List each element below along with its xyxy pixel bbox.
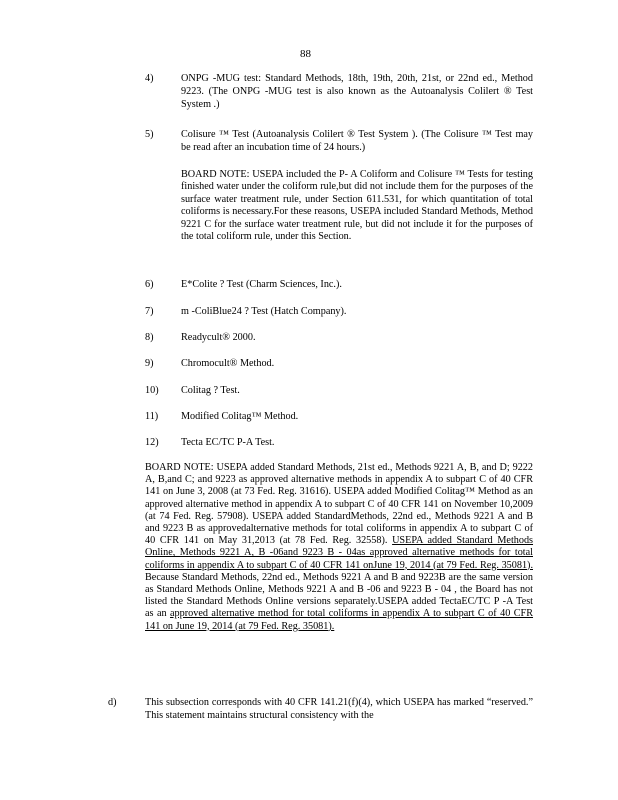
item-text: Tecta EC/TC P-A Test. [181, 437, 275, 448]
board-note-2-underlined-b: approved alternative method for total coliforms in appendix A to subpart C of 40 CFR 141 on June 19, 2014 (at 79 Fed. Reg. 35081). [145, 608, 534, 632]
item-number: 5) [145, 129, 154, 140]
item-text: Chromocult® Method. [181, 358, 275, 369]
board-note-1: BOARD NOTE: USEPA included the P- A Coliform and Colisure ™ Tests for testing finished water under the coliform rule,but did not include them for the purposes of the surface water treatment rule, under Section 611.531, for which quantitation of total coliforms is necessary.For these reasons, USEPA included Standard Methods, Method 9221 C for the surface water treatment rule, but did not include it for the purposes of the total coliform rule, under this Section. [181, 169, 533, 243]
board-note-2 [145, 462, 533, 633]
item-text: Colitag ? Test. [181, 385, 240, 396]
item-number: 11) [145, 411, 159, 422]
board-note-2-text: BOARD NOTE: USEPA added Standard Methods, 21st ed., Methods 9221 A, B, and D; 9222 A, B,and C; and 9223 as approved alternative methods in appendix A to subpart C of 40 CFR 141 on June 3, 2008 (at 73 Fed. Reg. 31616). USEPA added Modified Colitag™ Method as an approved alternative method in appendix A to subpart C of 40 CFR 141 on November 10,2009 (at 74 Fed. Reg. 57908). USEPA added StandardMethods, 22nd ed., Methods 9221 A and B and 9223 B as approvedalternative methods for total coliforms in appendix A to subpart C of 40 CFR 141 on May 31,2013 (at 78 Fed. Reg. 32558). [145, 462, 533, 547]
board-note-2-mid: Because Standard Methods, 22nd ed., Methods 9221 A and B and 9223B are the same version as Standard Methods Online, Methods 9221 A and B -06 and 9223 B - 04 , the Board has not listed the Standard Methods Online versions separately.USEPA added TectaEC/TC P -A Test as an [145, 571, 533, 620]
item-number: 6) [145, 279, 154, 290]
page-number: 88 [300, 48, 311, 60]
item-text: Modified Colitag™ Method. [181, 411, 299, 422]
item-text: Readycult® 2000. [181, 332, 256, 343]
item-text: m -ColiBlue24 ? Test (Hatch Company). [181, 306, 347, 317]
item-number: 10) [145, 385, 159, 396]
board-note-2-underlined-a: USEPA added Standard Methods Online, Methods 9221 A, B -06and 9223 B - 04as approved alternative methods for total coliforms in appendix A to subpart C of 40 CFR 141 onJune 19, 2014 (at 79 Fed. Reg. 35081). [145, 535, 534, 571]
item-number: 8) [145, 332, 154, 343]
item-number: 7) [145, 306, 154, 317]
item-number: 9) [145, 358, 154, 369]
item-number: 12) [145, 437, 159, 448]
item-text: Colisure ™ Test (Autoanalysis Colilert ® Test System ). (The Colisure ™ Test may be read after an incubation time of 24 hours.) [181, 129, 533, 153]
item-text: ONPG -MUG test: Standard Methods, 18th, 19th, 20th, 21st, or 22nd ed., Method 9223. (The ONPG -MUG test is also known as the Autoanalysis Colilert ® Test System .) [181, 73, 533, 110]
subsection-text: This subsection corresponds with 40 CFR 141.21(f)(4), which USEPA has marked “reserved.” This statement maintains structural consistency with the [145, 697, 533, 721]
subsection-label: d) [108, 697, 117, 708]
item-text: E*Colite ? Test (Charm Sciences, Inc.). [181, 279, 342, 290]
item-number: 4) [145, 73, 154, 84]
